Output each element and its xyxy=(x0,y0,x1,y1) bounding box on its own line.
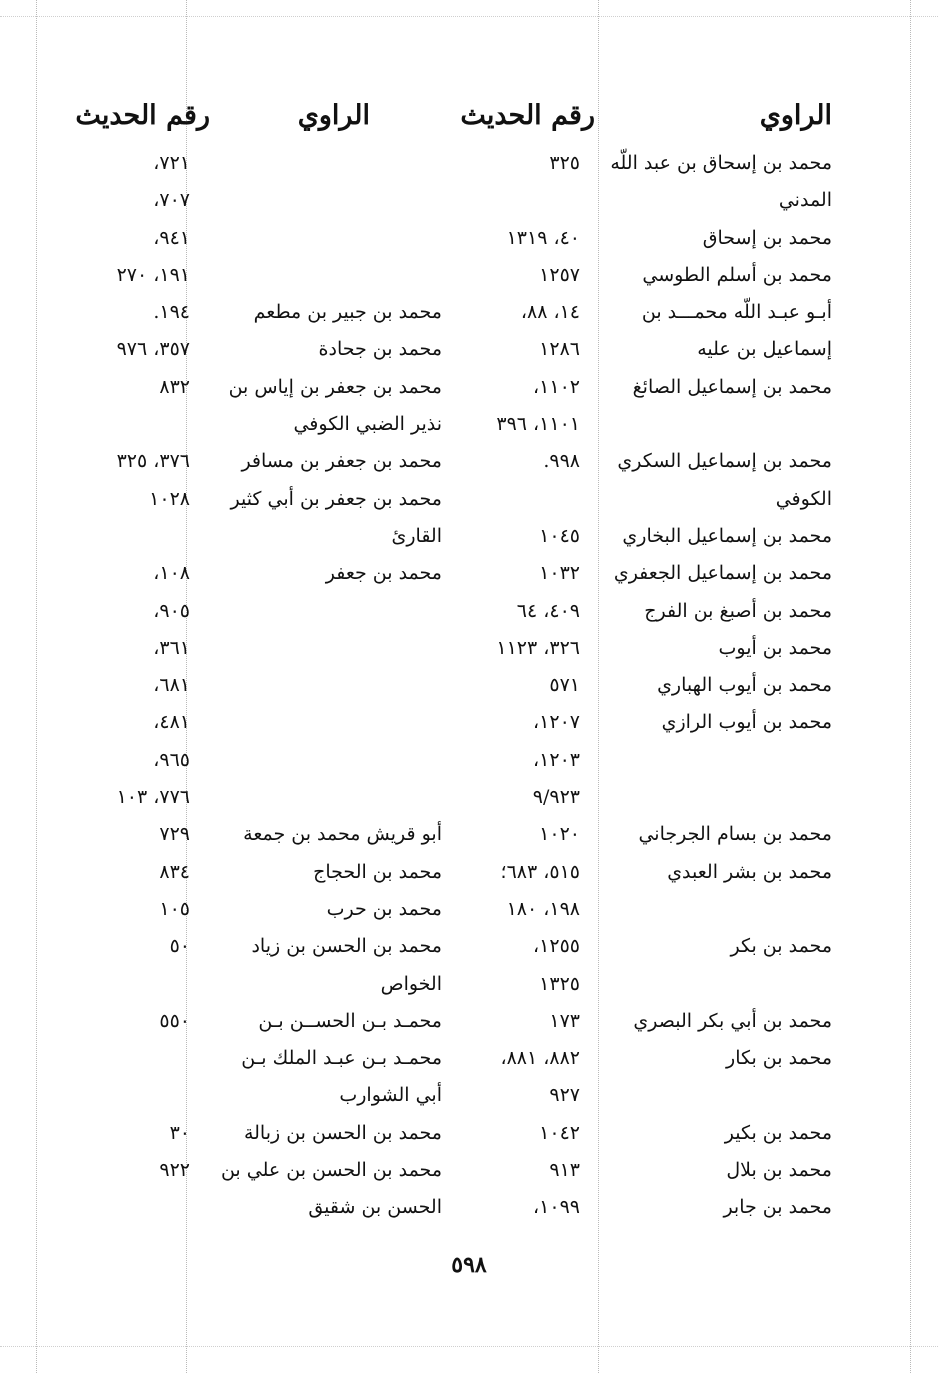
narrator-right: الكوفي xyxy=(775,487,832,510)
narrator-left: محمد بن جعفر xyxy=(325,562,442,585)
table-row xyxy=(70,1155,850,1192)
header-hadith-number-left: رقم الحديث xyxy=(75,100,210,131)
narrator-left: محمد بن الحجاج xyxy=(313,860,442,883)
table-row xyxy=(70,1192,850,1229)
narrator-left: أبو قريش محمد بن جمعة xyxy=(243,823,442,846)
narrator-right: محمد بن أيوب الرازي xyxy=(661,711,832,734)
hadith-number-left: ٤٨١، xyxy=(153,711,190,734)
narrator-left: محمـد بـن الحســن بـن xyxy=(258,1009,442,1032)
hadith-number-right: ١٢٨٦ xyxy=(539,338,580,361)
table-row xyxy=(70,707,850,744)
table-row xyxy=(70,521,850,558)
table-row xyxy=(70,372,850,409)
narrator-left: محمد بن الحسن بن زياد xyxy=(251,935,442,958)
narrator-left: محمد بن الحسن بن زبالة xyxy=(243,1121,442,1144)
hadith-number-left: ٨٣٤ xyxy=(159,860,190,883)
narrator-left: محمد بن الحسن بن علي بن xyxy=(220,1159,442,1182)
table-row xyxy=(70,931,850,968)
narrator-right: محمد بن إسحاق xyxy=(702,226,832,249)
narrator-right: محمد بن إسماعيل الصائغ xyxy=(632,375,832,398)
hadith-number-right: ١٢٥٥، xyxy=(533,935,580,958)
narrator-right: المدني xyxy=(778,189,832,212)
table-row xyxy=(70,1118,850,1155)
index-table xyxy=(70,148,850,1230)
narrator-left: محمد بن جعفر بن مسافر xyxy=(241,450,442,473)
narrator-right: محمد بن بشر العبدي xyxy=(667,860,832,883)
hadith-number-right: ٩٢٧ xyxy=(549,1084,580,1107)
narrator-left: محمد بن جعفر بن أبي كثير xyxy=(230,487,442,510)
narrator-right: محمد بن إسحاق بن عبد اللّه xyxy=(610,152,832,174)
hadith-number-left: ٩٤١، xyxy=(153,226,190,249)
hadith-number-left: ٣٧٦، ٣٢٥ xyxy=(116,450,190,473)
column-headers xyxy=(70,100,850,148)
narrator-left: الحسن بن شقيق xyxy=(308,1196,442,1219)
narrator-right: محمد بن أبي بكر البصري xyxy=(633,1009,832,1032)
header-narrator-left: الراوي xyxy=(297,100,370,131)
narrator-left: محمد بن جبير بن مطعم xyxy=(253,301,442,324)
hadith-number-left: ٣٠ xyxy=(169,1121,190,1144)
hadith-number-left: ٩٦٥، xyxy=(153,748,190,771)
table-row xyxy=(70,148,850,185)
hadith-number-left: ١٠٢٨ xyxy=(149,487,190,510)
narrator-left: محمد بن جعفر بن إياس بن xyxy=(228,375,442,398)
hadith-number-right: ٣٢٥ xyxy=(549,152,580,174)
hadith-number-left: ٩٢٢ xyxy=(159,1159,190,1182)
hadith-number-right: ١٩٨، ١٨٠ xyxy=(506,897,580,920)
table-row xyxy=(70,633,850,670)
table-row xyxy=(70,185,850,222)
hadith-number-left: ٧٠٧، xyxy=(153,189,190,212)
narrator-right: محمد بن بكير xyxy=(724,1121,832,1144)
table-row xyxy=(70,1043,850,1080)
scan-guide-line xyxy=(0,16,938,17)
hadith-number-left: ٥٠ xyxy=(169,935,190,958)
page-number: ٥٩٨ xyxy=(451,1252,487,1278)
table-row xyxy=(70,558,850,595)
narrator-left: محمـد بـن عبـد الملك بـن xyxy=(241,1047,442,1070)
header-narrator-right: الراوي xyxy=(759,100,832,131)
narrator-left: محمد بن جحادة xyxy=(318,338,442,361)
narrator-right: محمد بن أيوب الهباري xyxy=(657,674,832,697)
table-row xyxy=(70,596,850,633)
hadith-number-right: ٤٠٩، ٦٤ xyxy=(516,599,580,622)
hadith-number-right: ٤٠، ١٣١٩ xyxy=(506,226,580,249)
hadith-number-right: ٩١٣ xyxy=(549,1159,580,1182)
table-row xyxy=(70,670,850,707)
table-row xyxy=(70,1006,850,1043)
narrator-right: محمد بن أصبغ بن الفرج xyxy=(644,599,832,622)
narrator-left: محمد بن حرب xyxy=(326,897,442,920)
narrator-left: القارئ xyxy=(391,524,442,547)
narrator-right: أبـو عبـد اللّه محمـــد بن xyxy=(641,301,832,324)
hadith-number-left: ٣٥٧، ٩٧٦ xyxy=(116,338,190,361)
hadith-number-right: ١٤، ٨٨، xyxy=(520,301,580,324)
hadith-number-left: ١٩٤. xyxy=(153,301,190,324)
narrator-right: إسماعيل بن عليه xyxy=(697,338,832,361)
table-row xyxy=(70,260,850,297)
hadith-number-right: ٥٧١ xyxy=(549,674,580,697)
narrator-right: محمد بن إسماعيل البخاري xyxy=(622,524,832,547)
hadith-number-right: ١٠٢٠ xyxy=(539,823,580,846)
narrator-right: محمد بن بكار xyxy=(726,1047,832,1070)
table-row xyxy=(70,969,850,1006)
header-hadith-number-right: رقم الحديث xyxy=(460,100,595,131)
table-row xyxy=(70,223,850,260)
hadith-number-left: ٥٥٠ xyxy=(159,1009,190,1032)
hadith-number-right: ١١٠١، ٣٩٦ xyxy=(496,413,580,436)
hadith-number-right: ١٠٤٢ xyxy=(539,1121,580,1144)
narrator-right: محمد بن أسلم الطوسي xyxy=(642,263,832,286)
hadith-number-right: ٩/٩٢٣ xyxy=(532,786,580,809)
hadith-number-right: ١١٠٢، xyxy=(533,375,580,398)
hadith-number-left: ٧٧٦، ١٠٣ xyxy=(116,786,190,809)
table-row xyxy=(70,819,850,856)
table-row xyxy=(70,297,850,334)
narrator-right: محمد بن بسام الجرجاني xyxy=(638,823,832,846)
narrator-left: نذير الضبي الكوفي xyxy=(293,413,442,436)
hadith-number-left: ٣٦١، xyxy=(153,636,190,659)
table-row xyxy=(70,334,850,371)
narrator-right: محمد بن إسماعيل السكري xyxy=(617,450,832,473)
narrator-right: محمد بن بكر xyxy=(730,935,832,958)
scan-guide-line xyxy=(0,1346,938,1347)
table-row xyxy=(70,857,850,894)
hadith-number-left: ٧٢٩ xyxy=(159,823,190,846)
narrator-left: الخواص xyxy=(380,972,442,995)
hadith-number-left: ٨٣٢ xyxy=(159,375,190,398)
hadith-number-right: ١٧٣ xyxy=(549,1009,580,1032)
hadith-number-left: ٩٠٥، xyxy=(153,599,190,622)
scan-guide-line xyxy=(910,0,911,1373)
scan-guide-line xyxy=(36,0,37,1373)
table-row xyxy=(70,484,850,521)
hadith-number-right: ١٣٢٥ xyxy=(539,972,580,995)
hadith-number-left: ١٠٥ xyxy=(159,897,190,920)
table-row xyxy=(70,745,850,782)
table-row xyxy=(70,782,850,819)
narrator-left: أبي الشوارب xyxy=(339,1084,442,1107)
hadith-number-left: ٦٨١، xyxy=(153,674,190,697)
narrator-right: محمد بن بلال xyxy=(726,1159,832,1182)
hadith-number-right: ١٢٠٣، xyxy=(533,748,580,771)
index-page xyxy=(70,100,850,1230)
hadith-number-right: ١٢٠٧، xyxy=(533,711,580,734)
table-row xyxy=(70,409,850,446)
table-row xyxy=(70,1080,850,1117)
hadith-number-right: ٣٢٦، ١١٢٣ xyxy=(496,636,580,659)
narrator-right: محمد بن إسماعيل الجعفري xyxy=(613,562,832,585)
hadith-number-right: ١٠٣٢ xyxy=(539,562,580,585)
hadith-number-right: ٩٩٨. xyxy=(543,450,580,473)
hadith-number-left: ١٩١، ٢٧٠ xyxy=(116,263,190,286)
narrator-right: محمد بن أيوب xyxy=(718,636,832,659)
table-row xyxy=(70,894,850,931)
hadith-number-right: ٥١٥، ٦٨٣؛ xyxy=(500,860,580,883)
hadith-number-left: ٧٢١، xyxy=(153,152,190,174)
hadith-number-right: ١٠٩٩، xyxy=(533,1196,580,1219)
hadith-number-left: ١٠٨، xyxy=(153,562,190,585)
hadith-number-right: ١٢٥٧ xyxy=(539,263,580,286)
table-row xyxy=(70,446,850,483)
narrator-right: محمد بن جابر xyxy=(723,1196,832,1219)
hadith-number-right: ٨٨٢، ٨٨١، xyxy=(500,1047,580,1070)
hadith-number-right: ١٠٤٥ xyxy=(539,524,580,547)
